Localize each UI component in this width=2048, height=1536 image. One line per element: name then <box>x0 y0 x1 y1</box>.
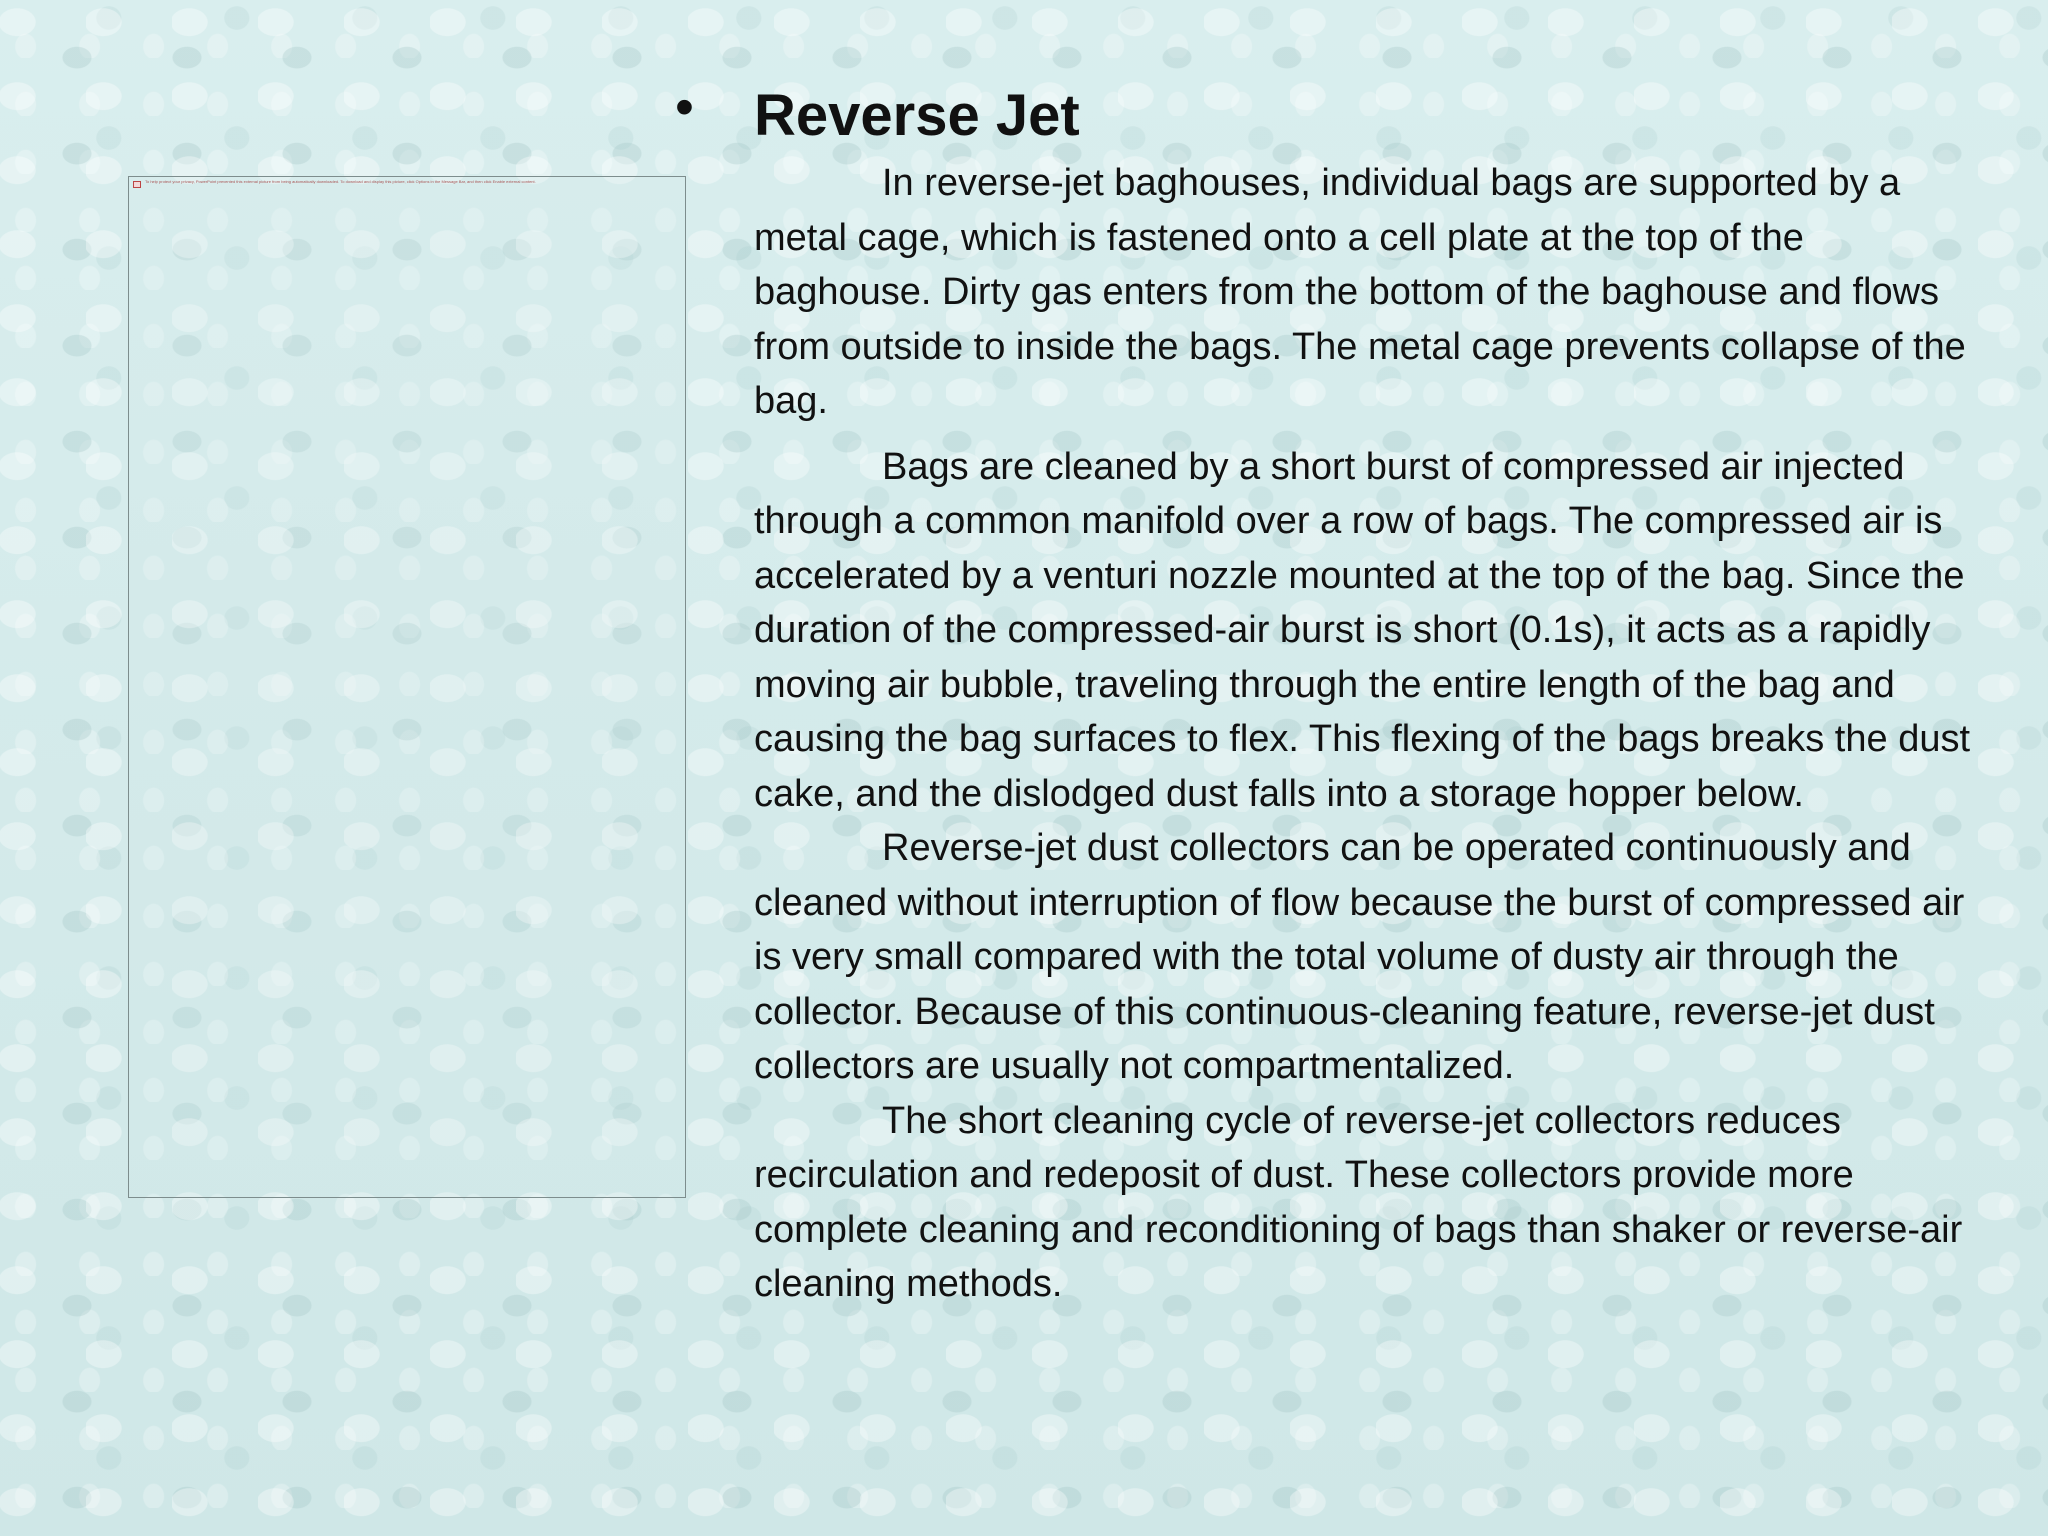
paragraph-3: Reverse-jet dust collectors can be operated continuously and cleaned without interruption of flow because the burst of compressed air is very small compared with the total volume of dusty air through the collector. Because of this continuous-cleaning feature, reverse-jet dust collectors are usually not compartmentalized. <box>754 827 1965 1087</box>
image-placeholder <box>128 176 686 1198</box>
heading-row <box>675 76 1975 156</box>
slide-content <box>675 76 1975 1312</box>
body-text <box>754 156 1975 1312</box>
paragraph-1: In reverse-jet baghouses, individual bags are supported by a metal cage, which is fastened onto a cell plate at the top of the baghouse. Dirty gas enters from the bottom of the baghouse and flows from outside to inside the bags. The metal cage prevents collapse of the bag. <box>754 162 1966 422</box>
broken-image-icon <box>133 181 141 188</box>
paragraph-2: Bags are cleaned by a short burst of compressed air injected through a common manifold over a row of bags. The compressed air is accelerated by a venturi nozzle mounted at the top of the bag. Since the duration of the compressed-air burst is short (0.1s), it acts as a rapidly moving air bubble, traveling through the entire length of the bag and causing the bag surfaces to flex. This flexing of the bags breaks the dust cake, and the dislodged dust falls into a storage hopper below. <box>754 445 1971 815</box>
paragraph-4: The short cleaning cycle of reverse-jet collectors reduces recirculation and redeposit of dust. These collectors provide more complete cleaning and reconditioning of bags than shaker or reverse-air cleaning methods. <box>754 1099 1963 1305</box>
slide-heading: Reverse Jet <box>754 83 1080 148</box>
bullet-icon: • <box>675 77 694 137</box>
image-placeholder-message: To help protect your privacy, PowerPoint prevented this external picture from being automatically downloaded. To download and display this picture, click Options in the Message Bar, and then click Enable external content. <box>145 179 536 184</box>
